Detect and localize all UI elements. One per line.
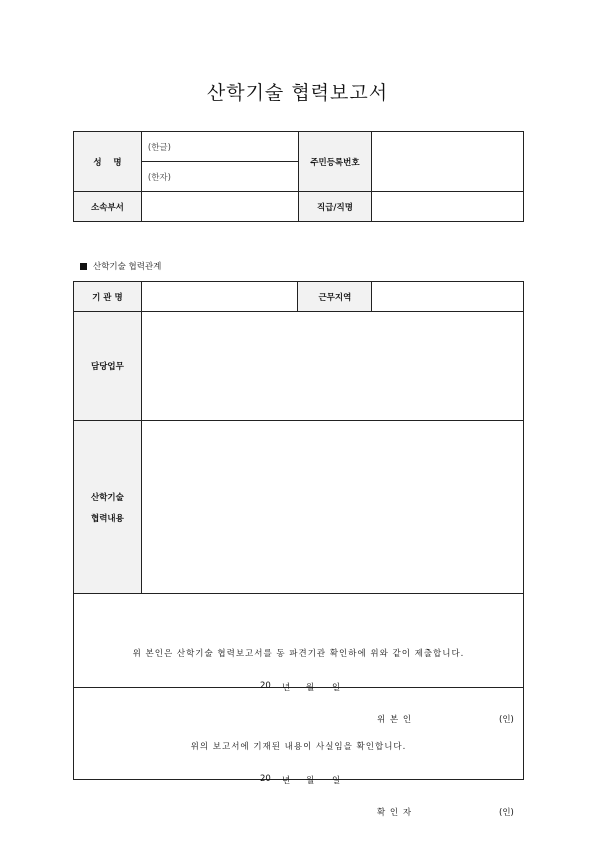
dept-label: 소속부서 xyxy=(74,192,142,222)
confirmation-month-unit: 월 xyxy=(306,775,315,786)
content-label-line1: 산학기술 xyxy=(91,492,124,503)
region-label: 근무지역 xyxy=(298,282,372,312)
confirmation-seal: (인) xyxy=(499,807,514,818)
duty-field[interactable] xyxy=(141,312,523,421)
declaration-seal: (인) xyxy=(499,714,514,725)
declaration-year-unit: 년 xyxy=(282,682,291,693)
position-field[interactable] xyxy=(372,192,524,222)
org-field[interactable] xyxy=(141,282,298,312)
declaration-year: 20 xyxy=(260,680,271,691)
declaration-block xyxy=(74,594,524,725)
declaration-statement: 위 본인은 산학기술 협력보고서를 동 파견기관 확인하에 위와 같이 제출합니다. xyxy=(132,648,465,659)
declaration-day-unit: 일 xyxy=(332,682,341,693)
rrn-field[interactable] xyxy=(372,132,524,192)
org-label: 기 관 명 xyxy=(74,282,142,312)
name-hangul-field[interactable] xyxy=(141,132,298,162)
document-title: 산학기술 협력보고서 xyxy=(206,82,389,104)
content-field[interactable] xyxy=(141,421,523,594)
confirmation-signer: 확 인 자 xyxy=(377,807,413,818)
personal-info-table xyxy=(73,131,524,222)
position-label: 직급/직명 xyxy=(298,192,372,222)
hangul-hint: (한글) xyxy=(147,142,171,153)
confirmation-statement: 위의 보고서에 기재된 내용이 사실임을 확인합니다. xyxy=(190,741,407,752)
confirmation-year: 20 xyxy=(260,773,271,784)
square-bullet-icon xyxy=(80,263,87,270)
cooperation-table xyxy=(73,281,524,818)
section-heading xyxy=(80,260,161,272)
dept-field[interactable] xyxy=(141,192,298,222)
confirmation-day-unit: 일 xyxy=(332,775,341,786)
confirmation-block xyxy=(74,688,524,818)
section-title: 산학기술 협력관계 xyxy=(93,262,162,272)
declaration-signer: 위 본 인 xyxy=(377,714,413,725)
name-hanja-field[interactable] xyxy=(141,162,298,192)
rrn-label: 주민등록번호 xyxy=(298,132,372,192)
hanja-hint: (한자) xyxy=(147,172,171,183)
region-field[interactable] xyxy=(372,282,524,312)
declaration-month-unit: 월 xyxy=(306,682,315,693)
content-label xyxy=(74,421,142,594)
confirmation-year-unit: 년 xyxy=(282,775,291,786)
duty-label: 담당업무 xyxy=(74,312,142,421)
name-label: 성 명 xyxy=(74,132,142,192)
content-label-line2: 협력내용 xyxy=(91,513,124,524)
